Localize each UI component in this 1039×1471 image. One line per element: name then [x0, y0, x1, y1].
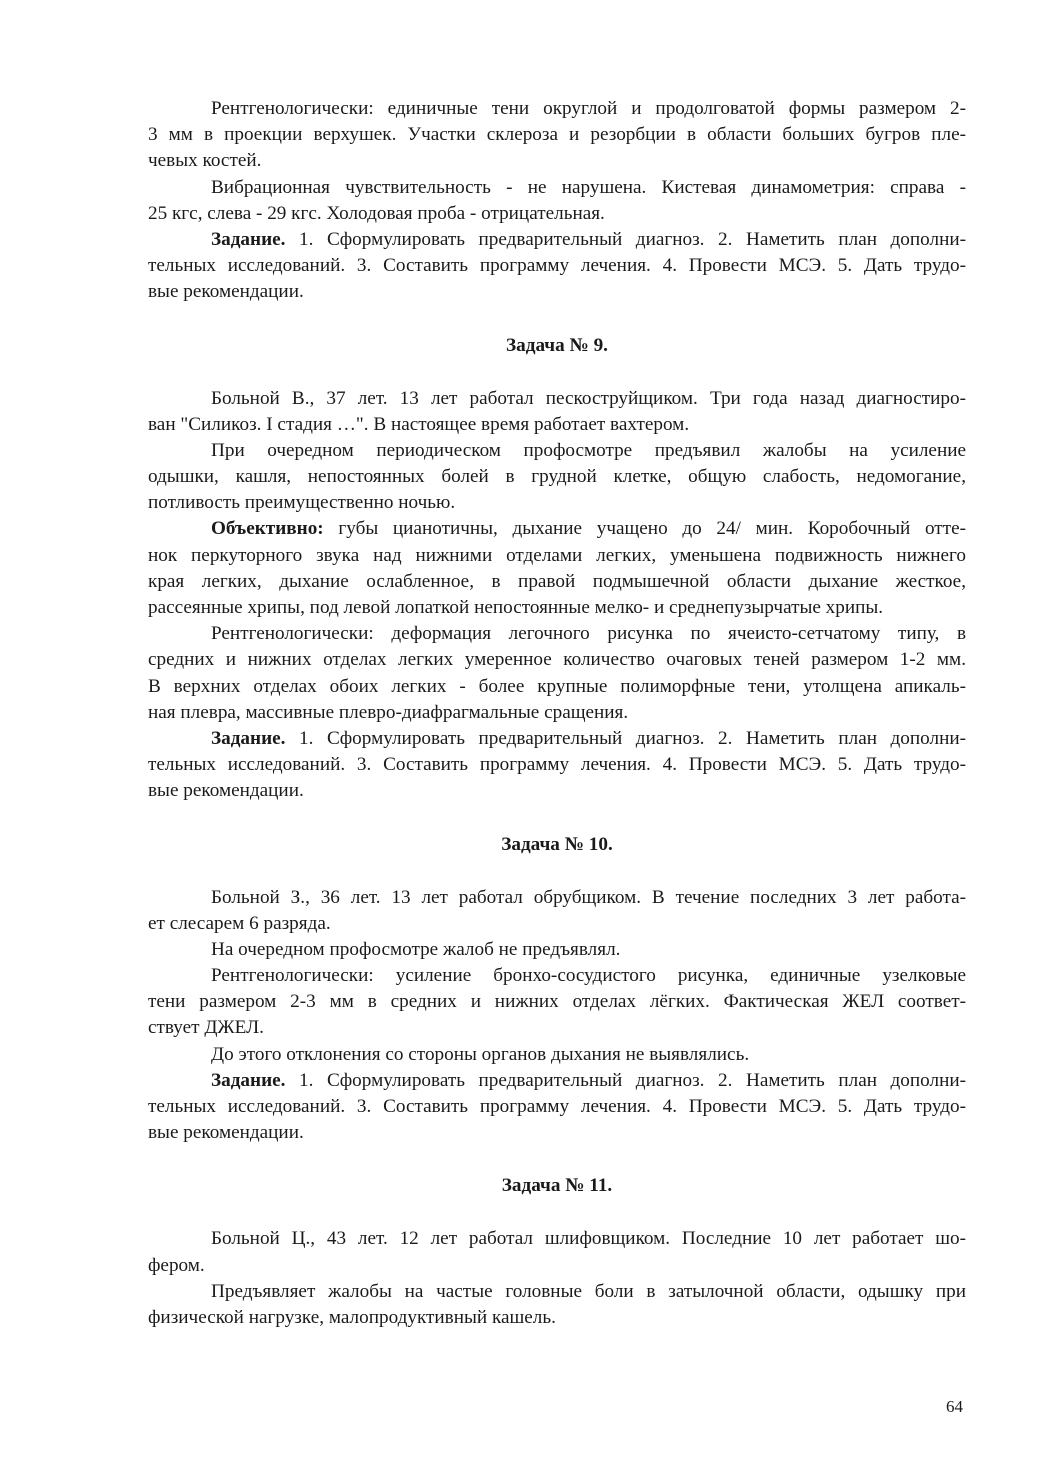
bold-label: Задание.: [211, 228, 286, 250]
text-line: потливость преимущественно ночью.: [148, 492, 456, 514]
text-line: На очередном профосмотре жалоб не предъявлял.: [211, 938, 621, 960]
text-line: тельных исследований. 3. Составить программу лечения. 4. Провести МСЭ. 5. Дать трудо-: [148, 1096, 966, 1117]
page-number: 64: [946, 1397, 963, 1416]
labeled-paragraph: [148, 227, 966, 306]
text-line: тени размером 2-3 мм в средних и нижних отделах лёгких. Фактическая ЖЕЛ соответ-: [148, 991, 966, 1013]
paragraph: [148, 175, 966, 227]
bold-label: Задание.: [211, 1069, 286, 1091]
text-line: Вибрационная чувствительность - не нарушена. Кистевая динамометрия: справа -: [211, 176, 966, 198]
document-page: [148, 96, 966, 1331]
paragraph: [148, 96, 966, 175]
text-line: чевых костей.: [148, 150, 262, 172]
task-heading: Задача № 11.: [501, 1175, 613, 1197]
text-line: [148, 516, 966, 542]
spacer: [148, 1146, 966, 1173]
task-heading: Задача № 10.: [501, 833, 613, 855]
text-line: 3 мм в проекции верхушек. Участки склероза и резорбции в области больших бугров пле-: [148, 124, 966, 146]
paragraph: [148, 621, 966, 726]
labeled-paragraph: [148, 726, 966, 805]
text-line: рассеянные хрипы, под левой лопаткой непостоянные мелко- и среднепузырчатые хрипы.: [148, 597, 884, 618]
paragraph: [148, 885, 966, 937]
line-text: 1. Сформулировать предварительный диагноз. 2. Наметить план дополни-: [285, 1069, 966, 1091]
text-line: вые рекомендации.: [148, 281, 304, 303]
paragraph: [148, 1042, 966, 1068]
text-line: Больной З., 36 лет. 13 лет работал обрубщиком. В течение последних 3 лет работа-: [211, 886, 966, 908]
text-line: физической нагрузке, малопродуктивный кашель.: [148, 1306, 556, 1328]
text-line: ствует ДЖЕЛ.: [148, 1017, 264, 1039]
text-line: Рентгенологически: деформация легочного рисунка по ячеисто-сетчатому типу, в: [211, 623, 966, 645]
spacer: [148, 1199, 966, 1226]
text-line: средних и нижних отделах легких умеренное количество очаговых теней размером 1-2 мм.: [148, 649, 966, 671]
text-line: ет слесарем 6 разряда.: [148, 912, 331, 934]
paragraph: [148, 438, 966, 517]
task-heading: Задача № 9.: [506, 334, 608, 356]
line-text: губы цианотичны, дыхание учащено до 24/ мин. Коробочный отте-: [323, 518, 966, 540]
line-text: 1. Сформулировать предварительный диагноз. 2. Наметить план дополни-: [285, 727, 966, 749]
text-line: Рентгенологически: усиление бронхо-сосудистого рисунка, единичные узелковые: [211, 965, 966, 987]
labeled-paragraph: [148, 1068, 966, 1147]
labeled-paragraph: [148, 516, 966, 621]
paragraph: [148, 963, 966, 1042]
text-line: Рентгенологически: единичные тени округлой и продолговатой формы размером 2-: [211, 98, 966, 119]
text-line: края легких, дыхание ослабленное, в правой подмышечной области дыхание жесткое,: [148, 570, 966, 592]
text-line: фером.: [148, 1254, 205, 1276]
text-line: вые рекомендации.: [148, 1122, 304, 1144]
text-line: вые рекомендации.: [148, 780, 304, 802]
text-line: До этого отклонения со стороны органов дыхания не выявлялись.: [211, 1043, 750, 1065]
text-line: 25 кгс, слева - 29 кгс. Холодовая проба - отрицательная.: [148, 202, 605, 224]
text-line: ная плевра, массивные плевро-диафрагмальные сращения.: [148, 701, 629, 723]
paragraph: [148, 937, 966, 963]
text-line: [148, 726, 966, 752]
text-line: тельных исследований. 3. Составить программу лечения. 4. Провести МСЭ. 5. Дать трудо-: [148, 255, 966, 277]
text-line: Больной Ц., 43 лет. 12 лет работал шлифовщиком. Последние 10 лет работает шо-: [211, 1228, 966, 1250]
spacer: [148, 306, 966, 333]
text-line: тельных исследований. 3. Составить программу лечения. 4. Провести МСЭ. 5. Дать трудо-: [148, 754, 966, 776]
text-line: одышки, кашля, непостоянных болей в грудной клетке, общую слабость, недомогание,: [148, 466, 966, 488]
spacer: [148, 805, 966, 832]
text-line: В верхних отделах обоих легких - более крупные полиморфные тени, утолщена апикаль-: [148, 675, 966, 697]
spacer: [148, 858, 966, 885]
paragraph: [148, 386, 966, 438]
bold-label: Задание.: [211, 727, 286, 749]
text-line: Больной В., 37 лет. 13 лет работал пескоструйщиком. Три года назад диагностиро-: [211, 387, 966, 409]
spacer: [148, 359, 966, 386]
text-line: При очередном периодическом профосмотре предъявил жалобы на усиление: [211, 439, 966, 461]
paragraph: [148, 1226, 966, 1278]
paragraph: [148, 1279, 966, 1331]
text-line: [148, 1068, 966, 1094]
text-line: ван "Силикоз. I стадия …". В настоящее время работает вахтером.: [148, 413, 690, 435]
text-line: нок перкуторного звука над нижними отделами легких, уменьшена подвижность нижнего: [148, 544, 966, 566]
text-line: [148, 227, 966, 253]
text-line: Предъявляет жалобы на частые головные боли в затылочной области, одышку при: [211, 1280, 966, 1302]
bold-label: Объективно:: [211, 518, 324, 540]
line-text: 1. Сформулировать предварительный диагноз. 2. Наметить план дополни-: [285, 228, 966, 250]
